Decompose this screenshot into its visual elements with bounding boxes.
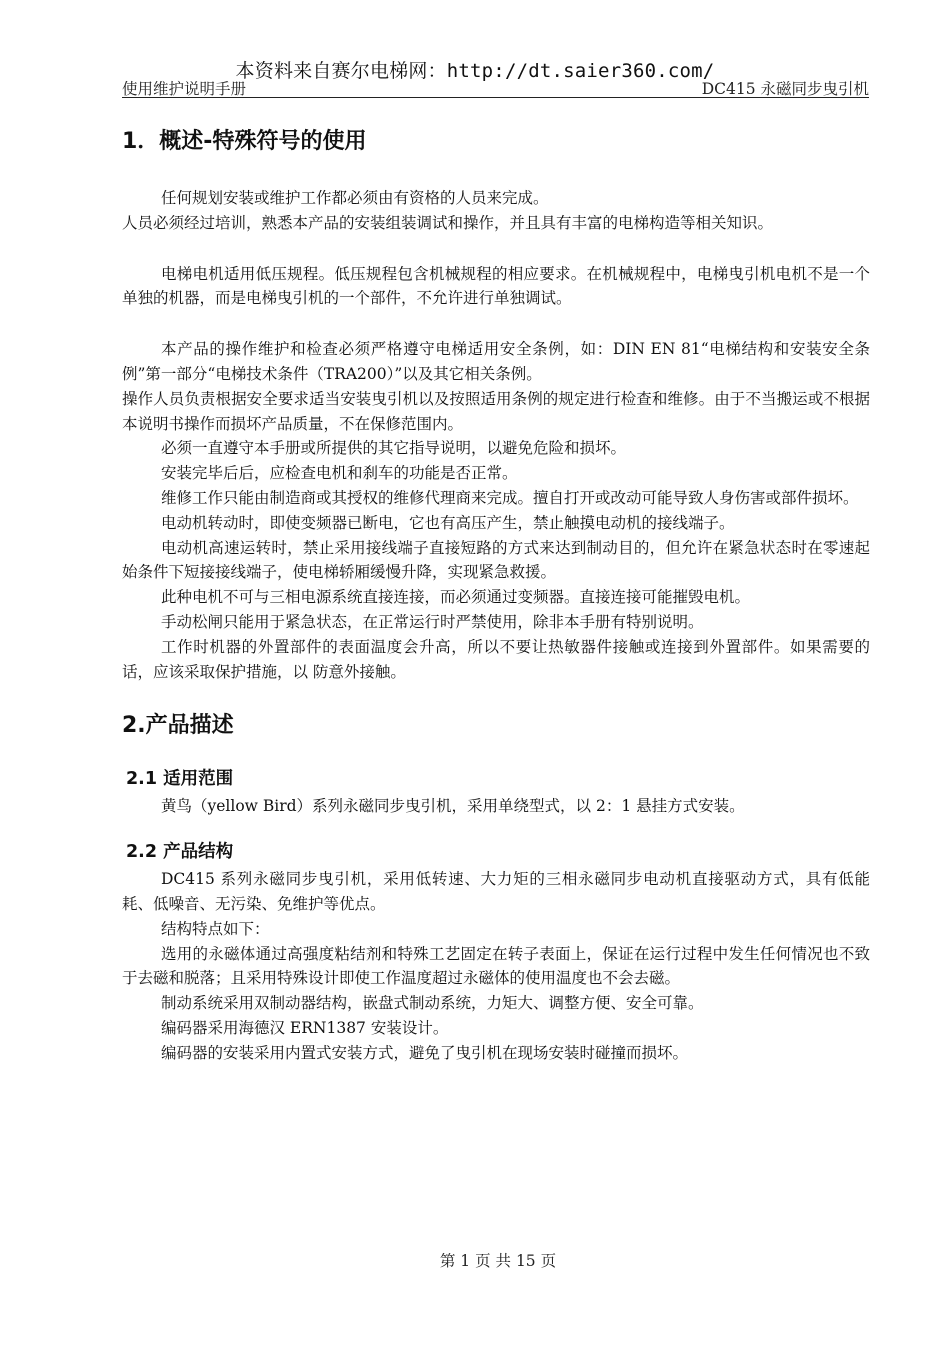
subsection-2-2-heading: 2.2 产品结构 [126, 842, 234, 863]
paragraph-product-overview: DC415 系列永磁同步曳引机，采用低转速、大力矩的三相永磁同步电动机直接驱动方式，具有低能耗、低噪音、无污染、免维护等优点。 [122, 870, 870, 913]
paragraph-emergency-rescue: 电动机高速运转时，禁止采用接线端子直接短路的方式来达到制动目的，但允许在紧急状态时在零速起始条件下短接接线端子，使电梯轿厢缓慢升降，实现紧急救援。 [122, 538, 870, 582]
subsection-2-1-heading: 2.1 适用范围 [126, 769, 234, 790]
paragraph-check-brake: 安装完毕后后，应检查电机和刹车的功能是否正常。 [161, 464, 518, 483]
paragraph-structure-intro: 结构特点如下： [161, 919, 270, 938]
paragraph-operator-responsibility: 操作人员负责根据安全要求适当安装曳引机以及按照适用条例的规定进行检查和维修。由于不当搬运或不根据本说明书操作而损坏产品质量，不在保修范围内。 [122, 389, 870, 433]
paragraph-brake-system: 制动系统采用双制动器结构，嵌盘式制动系统，力矩大、调整方便、安全可靠。 [161, 994, 704, 1013]
paragraph-follow-manual: 必须一直遵守本手册或所提供的其它指导说明，以避免危险和损坏。 [161, 439, 627, 458]
paragraph-qualified-personnel: 任何规划安装或维护工作都必须由有资格的人员来完成。 [161, 189, 549, 207]
paragraph-low-voltage: 电梯电机适用低压规程。低压规程包含机械规程的相应要求。在机械规程中，电梯曳引机电机不是一个单独的机器，而是电梯曳引机的一个部件，不允许进行单独调试。 [122, 264, 870, 308]
header-product-name: DC415 永磁同步曳引机 [701, 80, 869, 98]
paragraph-safety-regulations: 本产品的操作维护和检查必须严格遵守电梯适用安全条例，如：DIN EN 81“电梯结构和安装安全条例”第一部分“电梯技术条件（TRA200）”以及其它相关条例。 [122, 340, 870, 383]
paragraph-encoder-mounting: 编码器的安装采用内置式安装方式，避免了曳引机在现场安装时碰撞而损坏。 [161, 1043, 689, 1062]
paragraph-surface-temperature: 工作时机器的外置部件的表面温度会升高，所以不要让热敏器件接触或连接到外置部件。如果需要的话，应该采取保护措施，以 防意外接触。 [122, 637, 870, 681]
paragraph-high-voltage: 电动机转动时，即使变频器已断电，它也有高压产生，禁止触摸电动机的接线端子。 [161, 513, 735, 532]
page-number-footer: 第 1 页 共 15 页 [439, 1252, 557, 1270]
section-1-heading: 1．概述-特殊符号的使用 [122, 129, 367, 154]
paragraph-manual-release: 手动松闸只能用于紧急状态，在正常运行时严禁使用，除非本手册有特别说明。 [161, 612, 704, 631]
section-2-heading: 2.产品描述 [122, 713, 234, 739]
paragraph-inverter: 此种电机不可与三相电源系统直接连接，而必须通过变频器。直接连接可能摧毁电机。 [161, 588, 751, 607]
page-content [122, 122, 870, 1066]
paragraph-encoder-model: 编码器采用海德汉 ERN1387 安装设计。 [161, 1018, 449, 1037]
running-header [122, 77, 869, 98]
paragraph-maintenance: 维修工作只能由制造商或其授权的维修代理商来完成。擅自打开或改动可能导致人身伤害或部件损坏。 [161, 488, 859, 507]
paragraph-scope: 黄鸟（yellow Bird）系列永磁同步曳引机，采用单绕型式，以 2：1 悬挂方式安装。 [161, 797, 745, 816]
paragraph-magnet: 选用的永磁体通过高强度粘结剂和特殊工艺固定在转子表面上，保证在运行过程中发生任何情况也不致于去磁和脱落；且采用特殊设计即使工作温度超过永磁体的使用温度也不会去磁。 [122, 944, 870, 988]
watermark-source-url: 本资料来自赛尔电梯网：http://dt.saier360.com/ [235, 60, 715, 82]
paragraph-training: 人员必须经过培训，熟悉本产品的安装组装调试和操作，并且具有丰富的电梯构造等相关知识。 [122, 213, 774, 232]
header-manual-title: 使用维护说明手册 [122, 80, 247, 98]
